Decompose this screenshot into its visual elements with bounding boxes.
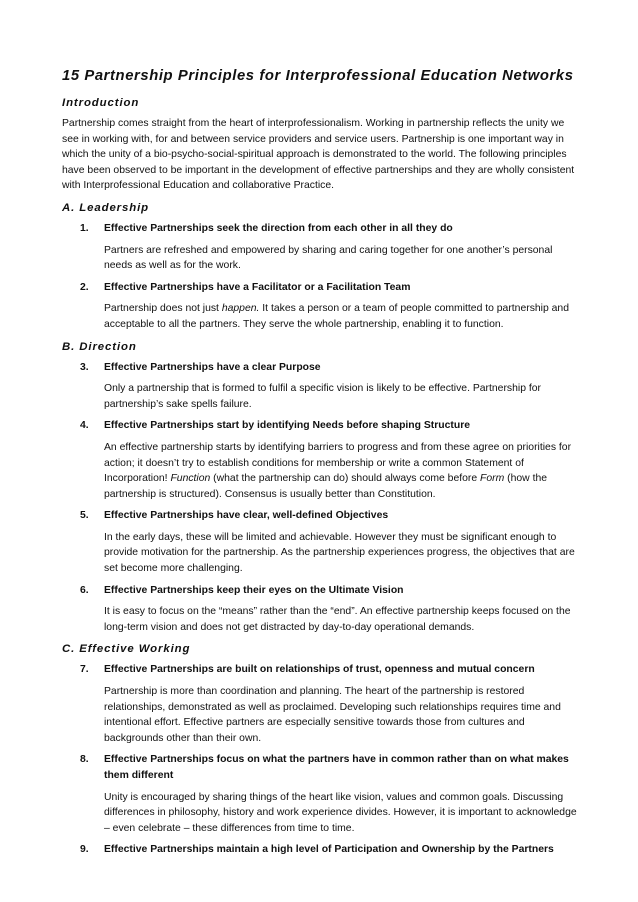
description-text: It is easy to focus on the “means” rather than the “end”. An effective partnership keeps focused on the long-term vision and does not get distracted by day-to-day operational demands. (104, 606, 571, 633)
principle-title: Effective Partnerships keep their eyes on the Ultimate Vision (104, 584, 404, 596)
emphasis-text: happen. (221, 303, 260, 315)
principle-title: Effective Partnerships have a clear Purpose (104, 361, 321, 373)
description-text: (what the partnership can do) should always come before (210, 473, 481, 485)
principle-number: 8. (80, 754, 89, 766)
principle-description (104, 684, 578, 746)
principle-number: 9. (80, 844, 89, 856)
description-text: Only a partnership that is formed to fulfil a specific vision is likely to be effective. Partnership for partnership’s sake spells failure. (104, 383, 541, 410)
principle-item (62, 221, 578, 274)
description-text: It takes a person or a team of people committed to partnership and acceptable to all the partners. They serve the whole partnership, enabling it to function. (104, 303, 569, 330)
principle-item (62, 662, 578, 746)
principle-number: 4. (80, 420, 89, 432)
principle-heading (62, 583, 578, 599)
principle-title: Effective Partnerships start by identifying Needs before shaping Structure (104, 420, 471, 432)
section-heading: C. Effective Working (62, 643, 191, 656)
principle-number: 1. (80, 222, 89, 234)
principle-heading (62, 508, 578, 524)
principles-sections (62, 200, 578, 858)
principle-description (104, 530, 578, 577)
section (62, 339, 578, 636)
principle-item (62, 583, 578, 636)
principle-title: Effective Partnerships focus on what the partners have in common rather than on what makes them different (104, 754, 569, 781)
document-title: 15 Partnership Principles for Interprofessional Education Networks (62, 68, 574, 84)
principle-heading (62, 842, 578, 858)
description-text: (how the partnership is structured). Consensus is usually better than Constitution. (104, 473, 548, 500)
principle-title: Effective Partnerships maintain a high level of Participation and Ownership by the Partners (104, 844, 554, 856)
principle-description (104, 301, 578, 332)
description-text: Unity is encouraged by sharing things of the heart like vision, values and common goals. Discussing differences in philosophy, history and work experience divides. However, it is important to acknowledge – even celebrate – these differences from time to time. (104, 791, 577, 834)
section (62, 641, 578, 858)
intro-heading: Introduction (62, 97, 140, 109)
principle-title: Effective Partnerships are built on relationships of trust, openness and mutual concern (104, 664, 535, 676)
principle-heading (62, 280, 578, 296)
principle-title: Effective Partnerships have clear, well-defined Objectives (104, 510, 389, 522)
principle-description (104, 440, 578, 502)
principle-number: 5. (80, 510, 89, 522)
principle-heading (62, 221, 578, 237)
principle-item (62, 360, 578, 413)
section-heading: B. Direction (62, 340, 137, 353)
principle-description (104, 243, 578, 274)
principle-heading (62, 662, 578, 678)
principle-heading (62, 752, 578, 783)
principle-number: 2. (80, 281, 89, 293)
principle-item (62, 418, 578, 502)
principle-heading (62, 360, 578, 376)
description-text: Partnership is more than coordination and planning. The heart of the partnership is restored relationships, demonstrated as well as proclaimed. Developing such relationships requires time and intentional effort. Effective partners are especially sensitive towards those from cultures and backgrounds other than their own. (104, 686, 561, 744)
principle-description (104, 381, 578, 412)
principle-item (62, 752, 578, 836)
principle-title: Effective Partnerships seek the direction from each other in all they do (104, 222, 453, 234)
principle-number: 3. (80, 361, 89, 373)
description-text: Partners are refreshed and empowered by sharing and caring together for one another’s personal needs as well as for the work. (104, 244, 553, 272)
principle-description (104, 604, 578, 635)
principle-description (104, 790, 578, 837)
description-text: Partnership does not just (104, 303, 222, 315)
principle-number: 6. (80, 584, 89, 596)
principle-number: 7. (80, 664, 89, 676)
principle-item (62, 842, 578, 858)
emphasis-text: Form (480, 473, 505, 485)
principle-heading (62, 418, 578, 434)
principle-title: Effective Partnerships have a Facilitator or a Facilitation Team (104, 281, 411, 293)
intro-paragraph: Partnership comes straight from the heart of interprofessionalism. Working in partnership reflects the unity we see in working with, for and between service providers and service users. Partnership is one important way in which the unity of a bio-psycho-social-spiritual approach is demonstrated to the world. The following principles have been observed to be important in the development of effective partnerships and they are wholly consistent with Interprofessional Education and collaborative Practice. (62, 118, 575, 192)
section-heading: A. Leadership (62, 201, 150, 214)
description-text: In the early days, these will be limited and achievable. However they must be significant enough to provide motivation for the partnership. As the partnership experiences progress, the objectives that are set become more challenging. (104, 531, 575, 575)
description-text: An effective partnership starts by identifying barriers to progress and from these agree on priorities for action; it doesn’t try to establish conditions for membership or write a common Statement of Incorporation! (104, 441, 572, 485)
principle-item (62, 280, 578, 333)
section (62, 200, 578, 333)
principle-item (62, 508, 578, 576)
emphasis-text: Function (170, 473, 211, 485)
